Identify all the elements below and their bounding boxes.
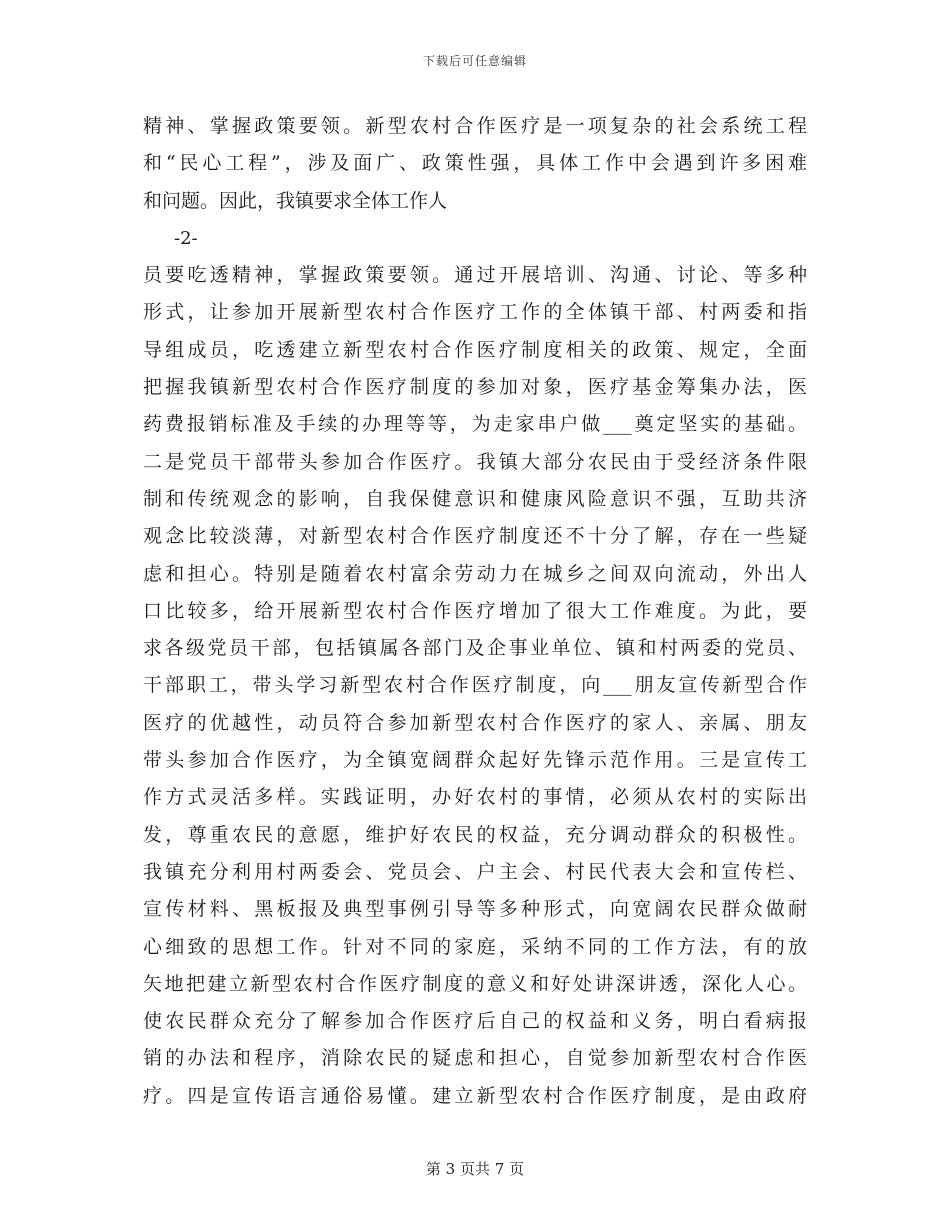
text-line: 制和传统观念的影响，自我保健意识和健康风险意识不强，互助共济	[143, 487, 807, 510]
text-line: 导组成员，吃透建立新型农村合作医疗制度相关的政策、规定，全面	[143, 338, 807, 361]
text-line: 和“民心工程”，涉及面广、政策性强，具体工作中会遇到许多困难	[143, 152, 807, 175]
text-line: 二是党员干部带头参加合作医疗。我镇大部分农民由于受经济条件限	[143, 450, 807, 473]
page-number-marker: -2-	[174, 227, 198, 249]
text-line: 干部职工，带头学习新型农村合作医疗制度，向___朋友宣传新型合作	[143, 674, 807, 697]
text-line: 使农民群众充分了解参加合作医疗后自己的权益和义务，明白看病报	[143, 1010, 807, 1033]
text-line: 带头参加合作医疗，为全镇宽阔群众起好先锋示范作用。三是宣传工	[143, 749, 807, 772]
text-line: 虑和担心。特别是随着农村富余劳动力在城乡之间双向流动，外出人	[143, 562, 807, 585]
text-line: 精神、掌握政策要领。新型农村合作医疗是一项复杂的社会系统工程	[143, 115, 807, 137]
text-line: 求各级党员干部，包括镇属各部门及企事业单位、镇和村两委的党员、	[143, 637, 807, 660]
text-line: 员要吃透精神，掌握政策要领。通过开展培训、沟通、讨论、等多种	[143, 264, 807, 287]
text-line: 心细致的思想工作。针对不同的家庭，采纳不同的工作方法，有的放	[143, 935, 807, 958]
text-line: 药费报销标准及手续的办理等等，为走家串户做___奠定坚实的基础。	[143, 413, 807, 436]
text-line: 观念比较淡薄，对新型农村合作医疗制度还不十分了解，存在一些疑	[143, 525, 807, 548]
page-header: 下载后可任意编辑	[422, 54, 527, 68]
text-line: 疗。四是宣传语言通俗易懂。建立新型农村合作医疗制度，是由政府	[143, 1084, 807, 1107]
text-line: 作方式灵活多样。实践证明，办好农村的事情，必须从农村的实际出	[143, 786, 807, 809]
text-line: 宣传材料、黑板报及典型事例引导等多种形式，向宽阔农民群众做耐	[143, 898, 807, 921]
text-line: 医疗的优越性，动员符合参加新型农村合作医疗的家人、亲属、朋友	[143, 711, 807, 734]
text-line: 把握我镇新型农村合作医疗制度的参加对象，医疗基金筹集办法，医	[143, 376, 807, 399]
text-line: 口比较多，给开展新型农村合作医疗增加了很大工作难度。为此，要	[143, 599, 807, 622]
text-line: 我镇充分利用村两委会、党员会、户主会、村民代表大会和宣传栏、	[143, 860, 807, 883]
page-footer: 第 3 页共 7 页	[425, 1160, 525, 1178]
text-line: 发，尊重农民的意愿，维护好农民的权益，充分调动群众的积极性。	[143, 823, 807, 846]
text-line: 和问题。因此，我镇要求全体工作人	[143, 189, 448, 212]
text-line: 矢地把建立新型农村合作医疗制度的意义和好处讲深讲透，深化人心。	[143, 972, 807, 995]
body-text	[143, 108, 807, 1115]
text-line: 形式，让参加开展新型农村合作医疗工作的全体镇干部、村两委和指	[143, 301, 807, 324]
text-line: 销的办法和程序，消除农民的疑虑和担心，自觉参加新型农村合作医	[143, 1047, 807, 1070]
